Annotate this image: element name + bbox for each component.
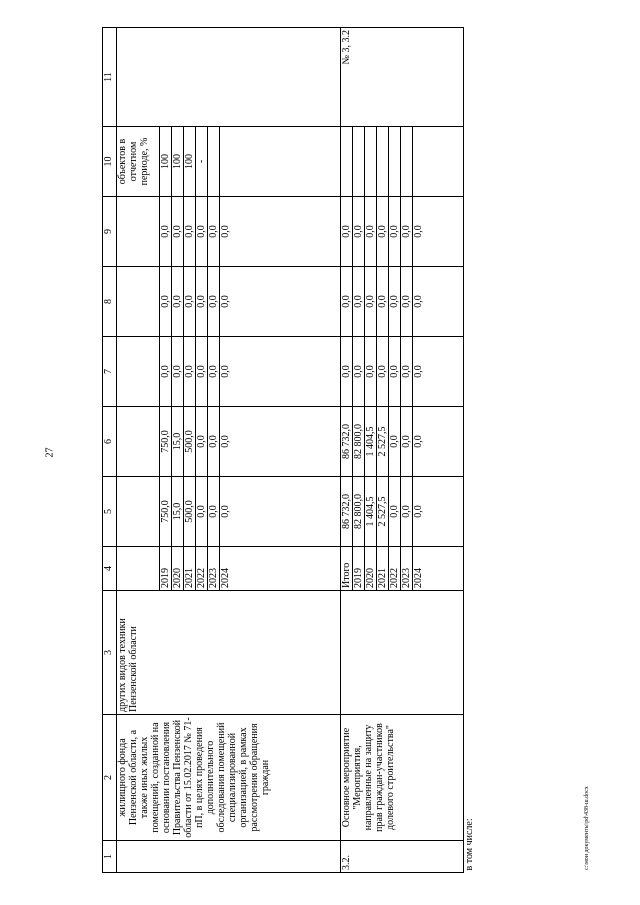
year-cell: 2023 [401,547,413,591]
value-cell: 0,0 [196,337,208,407]
block1-top-row [117,28,160,873]
value-cell: 0,0 [341,197,353,267]
value-cell: 86 732,0 [341,477,353,547]
value-cell: 0,0 [401,267,413,337]
block2-number: 3.2. [341,841,464,873]
indicator-cell: 100 [160,127,172,197]
year-cell: 2023 [208,547,220,591]
year-cell: 2022 [196,547,208,591]
value-cell: 0,0 [401,477,413,547]
value-cell: 0,0 [160,337,172,407]
value-cell: 750,0 [160,477,172,547]
value-cell: 0,0 [377,197,389,267]
year-cell: 2019 [160,547,172,591]
col-header-8: 8 [103,267,117,337]
value-cell: 0,0 [220,197,341,267]
col-header-2: 2 [103,715,117,841]
value-cell: 500,0 [184,407,196,477]
value-cell: 0,0 [389,477,401,547]
year-cell: 2024 [220,547,341,591]
value-cell: 1 404,5 [365,407,377,477]
footer-row [464,28,476,873]
value-cell: 0,0 [196,267,208,337]
indicator-cell: - [196,127,208,197]
value-cell: 0,0 [208,197,220,267]
value-cell: 0,0 [389,407,401,477]
value-cell: 0,0 [413,477,464,547]
year-cell: 2019 [353,547,365,591]
col-header-9: 9 [103,197,117,267]
year-cell: 2022 [389,547,401,591]
value-cell: 0,0 [172,197,184,267]
value-cell: 0,0 [220,267,341,337]
block2-description: Основное мероприятие "Мероприятия, направленные на защиту прав граждан-участников долевого строительства" [341,715,464,841]
value-cell: 0,0 [341,337,353,407]
value-cell: 0,0 [401,337,413,407]
block1-indicator-header: объектов в отчетном периоде, % [117,127,160,197]
value-cell: 0,0 [196,197,208,267]
year-cell: Итого [341,547,353,591]
value-cell: 0,0 [172,337,184,407]
col-header-4: 4 [103,547,117,591]
file-path-footer: c:\мои документы\pd\438-ш.docx [584,786,590,870]
year-cell: 2020 [365,547,377,591]
value-cell: 0,0 [184,267,196,337]
year-cell: 2021 [184,547,196,591]
value-cell: 0,0 [401,407,413,477]
value-cell: 0,0 [184,197,196,267]
value-cell: 0,0 [196,477,208,547]
value-cell: 0,0 [220,407,341,477]
block1-description: жилищного фонда Пензенской области, а также иных жилых помещений, созданной на основании постановления Правительства Пензенской области от 15.02.2017 № 71-пП, в целях проведения дополнительного обследования помещений специализированной организацией, в рамках рассмотрения обращения граждан [117,715,341,841]
value-cell: 15,0 [172,407,184,477]
value-cell: 86 732,0 [341,407,353,477]
indicator-cell: 100 [184,127,196,197]
value-cell: 500,0 [184,477,196,547]
value-cell: 0,0 [184,337,196,407]
value-cell: 2 527,5 [377,407,389,477]
value-cell: 0,0 [389,197,401,267]
col-header-3: 3 [103,591,117,715]
indicator-cell: 100 [172,127,184,197]
value-cell: 0,0 [365,337,377,407]
block1-executor: других видов техники Пензенской области [117,591,341,715]
col-header-11: 11 [103,28,117,127]
value-cell: 0,0 [377,337,389,407]
value-cell: 0,0 [353,197,365,267]
value-cell: 0,0 [160,267,172,337]
col-header-6: 6 [103,407,117,477]
program-table [102,27,475,873]
value-cell: 0,0 [341,267,353,337]
value-cell: 0,0 [377,267,389,337]
col-header-5: 5 [103,477,117,547]
col-header-10: 10 [103,127,117,197]
value-cell: 0,0 [389,337,401,407]
year-cell: 2021 [377,547,389,591]
footer-text: в том числе: [464,591,476,873]
block-1 [117,28,341,873]
indicator-cell [220,127,341,197]
value-cell: 0,0 [208,337,220,407]
block2-indicator-ref: № 3, 3.2 [341,28,464,127]
page-number: 27 [44,447,56,458]
value-cell: 2 527,5 [377,477,389,547]
value-cell: 0,0 [413,197,464,267]
block2-first-row [341,28,353,873]
value-cell: 0,0 [160,197,172,267]
value-cell: 0,0 [353,337,365,407]
value-cell: 0,0 [401,197,413,267]
value-cell: 0,0 [413,337,464,407]
value-cell: 0,0 [220,477,341,547]
year-cell: 2020 [172,547,184,591]
year-cell: 2024 [413,547,464,591]
value-cell: 0,0 [413,267,464,337]
value-cell: 0,0 [208,407,220,477]
value-cell: 0,0 [208,477,220,547]
rotated-table-page [102,28,584,873]
column-number-row [103,28,117,873]
value-cell: 15,0 [172,477,184,547]
value-cell: 1 404,5 [365,477,377,547]
col-header-1: 1 [103,841,117,873]
value-cell: 0,0 [365,267,377,337]
value-cell: 0,0 [196,407,208,477]
value-cell: 750,0 [160,407,172,477]
value-cell: 0,0 [413,407,464,477]
block-2 [341,28,464,873]
value-cell: 82 800,0 [353,407,365,477]
value-cell: 0,0 [208,267,220,337]
value-cell: 0,0 [220,337,341,407]
value-cell: 82 800,0 [353,477,365,547]
value-cell: 0,0 [353,267,365,337]
value-cell: 0,0 [172,267,184,337]
indicator-cell [208,127,220,197]
value-cell: 0,0 [365,197,377,267]
value-cell: 0,0 [389,267,401,337]
col-header-7: 7 [103,337,117,407]
